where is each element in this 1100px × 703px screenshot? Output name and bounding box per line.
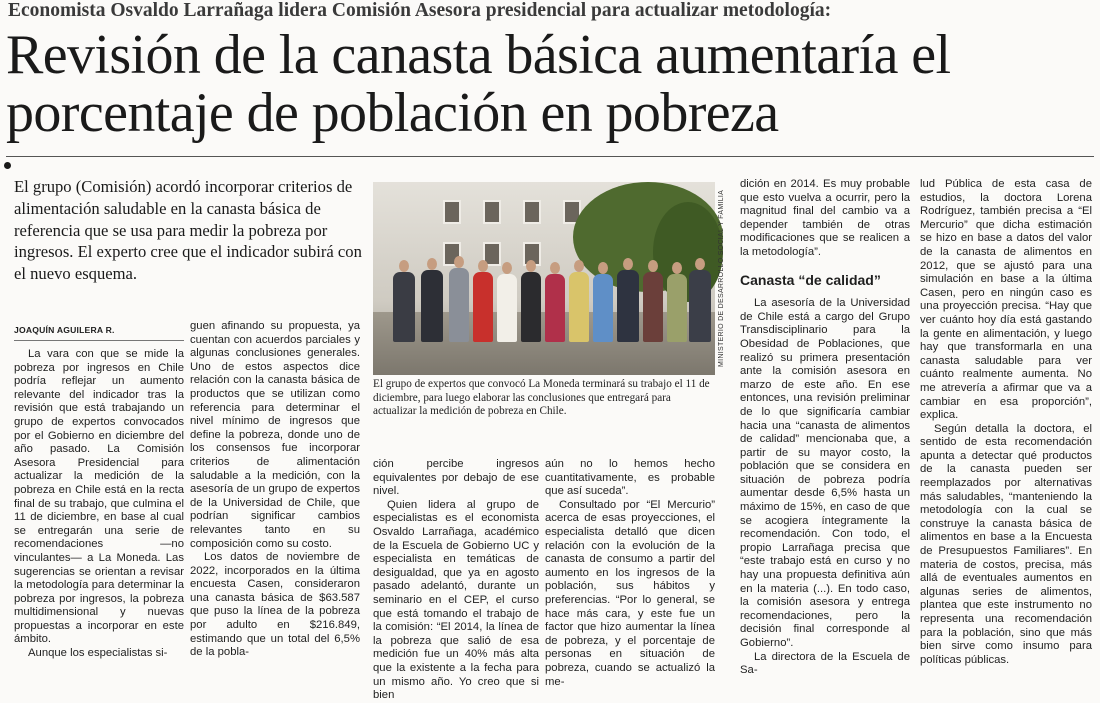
person [473, 272, 493, 342]
person-head [427, 258, 437, 270]
paragraph: Los datos de noviembre de 2022, incorporados en la última encuesta Casen, consideraron una canasta básica de $63.587 que puso la línea de la pobreza por adulto en $216.849, estimando que un total del 6,5% de la pobla- [190, 551, 360, 659]
person-head [695, 258, 705, 270]
column-2 [190, 320, 360, 659]
bullet-dot [4, 162, 11, 169]
paragraph: La vara con que se mide la pobreza por ingresos en Chile podría reflejar un aumento relevante del indicador tras la revisión que está trabajando un grupo de expertos convocados por el Gobierno en diciembre del año pasado. La Comisión Asesora Presidencial para actualizar la medición de la pobreza en Chile está en la recta final de su trabajo, que culmina el 11 de diciembre, en base al cual se entregarán una serie de recomendaciones —no vinculantes— a La Moneda. Las sugerencias se orientan a revisar la metodología para determinar la pobreza por ingresos, la pobreza multidimensional y nuevas propuestas a incorporar en este ámbito. [14, 348, 184, 646]
column-6 [920, 178, 1092, 666]
subheading: Canasta “de calidad” [740, 271, 881, 288]
paragraph: Consultado por “El Mercurio” acerca de esas proyecciones, el especialista detalló que dicen relación con la evolución de la canasta de consumo a partir del aumento en los ingresos de la población, sus hábitos y preferencias. “Por lo general, se hace más cara, y este fue un factor que hizo aumentar la línea de pobreza, y el porcentaje de personas en situación de pobreza, cuando se actualizó la me- [545, 498, 715, 688]
group-photo [373, 182, 715, 375]
window [483, 200, 501, 224]
person [593, 274, 613, 342]
person [643, 272, 663, 342]
byline-rule [14, 340, 184, 341]
person [521, 272, 541, 342]
kicker: Economista Osvaldo Larrañaga lidera Comisión Asesora presidencial para actualizar metodología: [8, 0, 832, 21]
paragraph: aún no lo hemos hecho cuantitativamente, es probable que así suceda”. [545, 458, 715, 498]
paragraph: dición en 2014. Es muy probable que esto vuelva a ocurrir, pero la magnitud final del cambio va a depender también de otras modificaciones que se realicen a la metodología”. [740, 178, 910, 258]
person [617, 270, 639, 342]
paragraph: Aunque los especialistas si- [28, 647, 168, 660]
person-head [550, 262, 560, 274]
photo-caption: El grupo de expertos que convocó La Moneda terminará su trabajo el 11 de diciembre, para luego elaborar las conclusiones que entregará para actualizar la medición de pobreza en Chile. [373, 378, 710, 417]
headline: Revisión de la canasta básica aumentaría el porcentaje de población en pobreza [6, 24, 951, 144]
paragraph: ción percibe ingresos equivalentes por debajo de ese nivel. [373, 458, 539, 498]
person-head [478, 260, 488, 272]
column-1 [14, 348, 184, 660]
person-head [454, 256, 464, 268]
person [421, 270, 443, 342]
paragraph: La asesoría de la Universidad de Chile está a cargo del Grupo Transdisciplinario para la Obesidad de Poblaciones, que realizó su primera presentación ante la comisión asesora en marzo de este año. En ese entonces, una revisión preliminar de lo que significaría cambiar hacia una “canasta de alimentos de calidad” mencionaba que, a partir de su mayor costo, la población que se considera en situación de pobreza podría aumentar desde 6,5% hasta un máximo de 15%, en caso de que se acogiera íntegramente la recomendación. Con todo, el propio Larrañaga precisa que “este trabajo está en curso y no hay una propuesta definitiva aún en la materia (...). En todo caso, la comisión asesora y entrega recomendaciones, pero la decisión final corresponde al Gobierno”. [740, 297, 910, 649]
person-head [526, 260, 536, 272]
person-head [623, 258, 633, 270]
headline-rule [6, 156, 1094, 157]
paragraph: lud Pública de esta casa de estudios, la doctora Lorena Rodríguez, también precisa a “El Mercurio” que dicha estimación se hizo en base a datos del valor de la canasta de alimentos en 2012, que se ajustó para una simulación en base a la última Casen, pero en ningún caso es una proyección precisa. “Hay que ver cuánto hoy día está gastando la gente en alimentación, y luego hay que transformarla en una canasta saludable para ver cuánto realmente aumenta. No me atrevería a afirmar que va a cambiar en esa proporción”, explica. [920, 178, 1092, 422]
byline: JOAQUÍN AGUILERA R. [14, 325, 115, 335]
paragraph: Quien lidera al grupo de especialistas es el economista Osvaldo Larrañaga, académico de la Escuela de Gobierno UC y especialista en temáticas de desigualdad, que ya en agosto pasado adelantó, durante un seminario en el CEP, el curso que está tomando el trabajo de la comisión: “El 2014, la línea de la pobreza que salió de esa medición fue un 40% más alta que la existente a la fecha para un mismo año. Yo creo que si bien [373, 498, 539, 702]
person-head [598, 262, 608, 274]
person-head [672, 262, 682, 274]
paragraph: guen afinando su propuesta, ya cuentan con acuerdos parciales y algunas conclusiones generales. Uno de estos aspectos dice relación con la canasta básica de productos que se utilizan como referencia para determinar el nivel mínimo de ingresos que define la pobreza, donde uno de los consensos fue incorporar criterios de alimentación saludable a la medición, con la asesoría de un grupo de expertos de la Universidad de Chile, que podrían significar cambios relevantes tanto en su composición como su costo. [190, 320, 360, 550]
photo-credit: MINISTERIO DE DESARROLLO SOCIAL Y FAMILIA [718, 189, 725, 368]
window [443, 200, 461, 224]
person-head [399, 260, 409, 272]
person-head [648, 260, 658, 272]
person-head [502, 262, 512, 274]
person [393, 272, 415, 342]
person [545, 274, 565, 342]
column-5 [740, 178, 910, 677]
person [497, 274, 517, 342]
window [523, 200, 541, 224]
column-4 [545, 458, 715, 688]
tree [653, 202, 723, 302]
paragraph: Según detalla la doctora, el sentido de esta recomendación apunta a detectar qué productos de la canasta pueden ser reemplazados por alternativas más saludables, “manteniendo la metodología con la cual se construye la canasta básica de alimentos en base a la Encuesta de Presupuestos Familiares”. En materia de costos, precisa, más allá de eventuales aumentos en algunas series de alimentos, plantea que este instrumento no representa una recomendación para la población, sino que más bien sirve como insumo para políticas públicas. [920, 422, 1092, 666]
person [449, 268, 469, 342]
column-3 [373, 458, 539, 702]
person [689, 270, 711, 342]
paragraph: La directora de la Escuela de Sa- [740, 650, 910, 677]
person [667, 274, 687, 342]
person-head [574, 260, 584, 272]
person [569, 272, 589, 342]
lead-paragraph: El grupo (Comisión) acordó incorporar criterios de alimentación saludable en la canasta básica de referencia que se usa para medir la pobreza por ingresos. El experto cree que el indicador subirá con el nuevo esquema. [14, 177, 362, 284]
